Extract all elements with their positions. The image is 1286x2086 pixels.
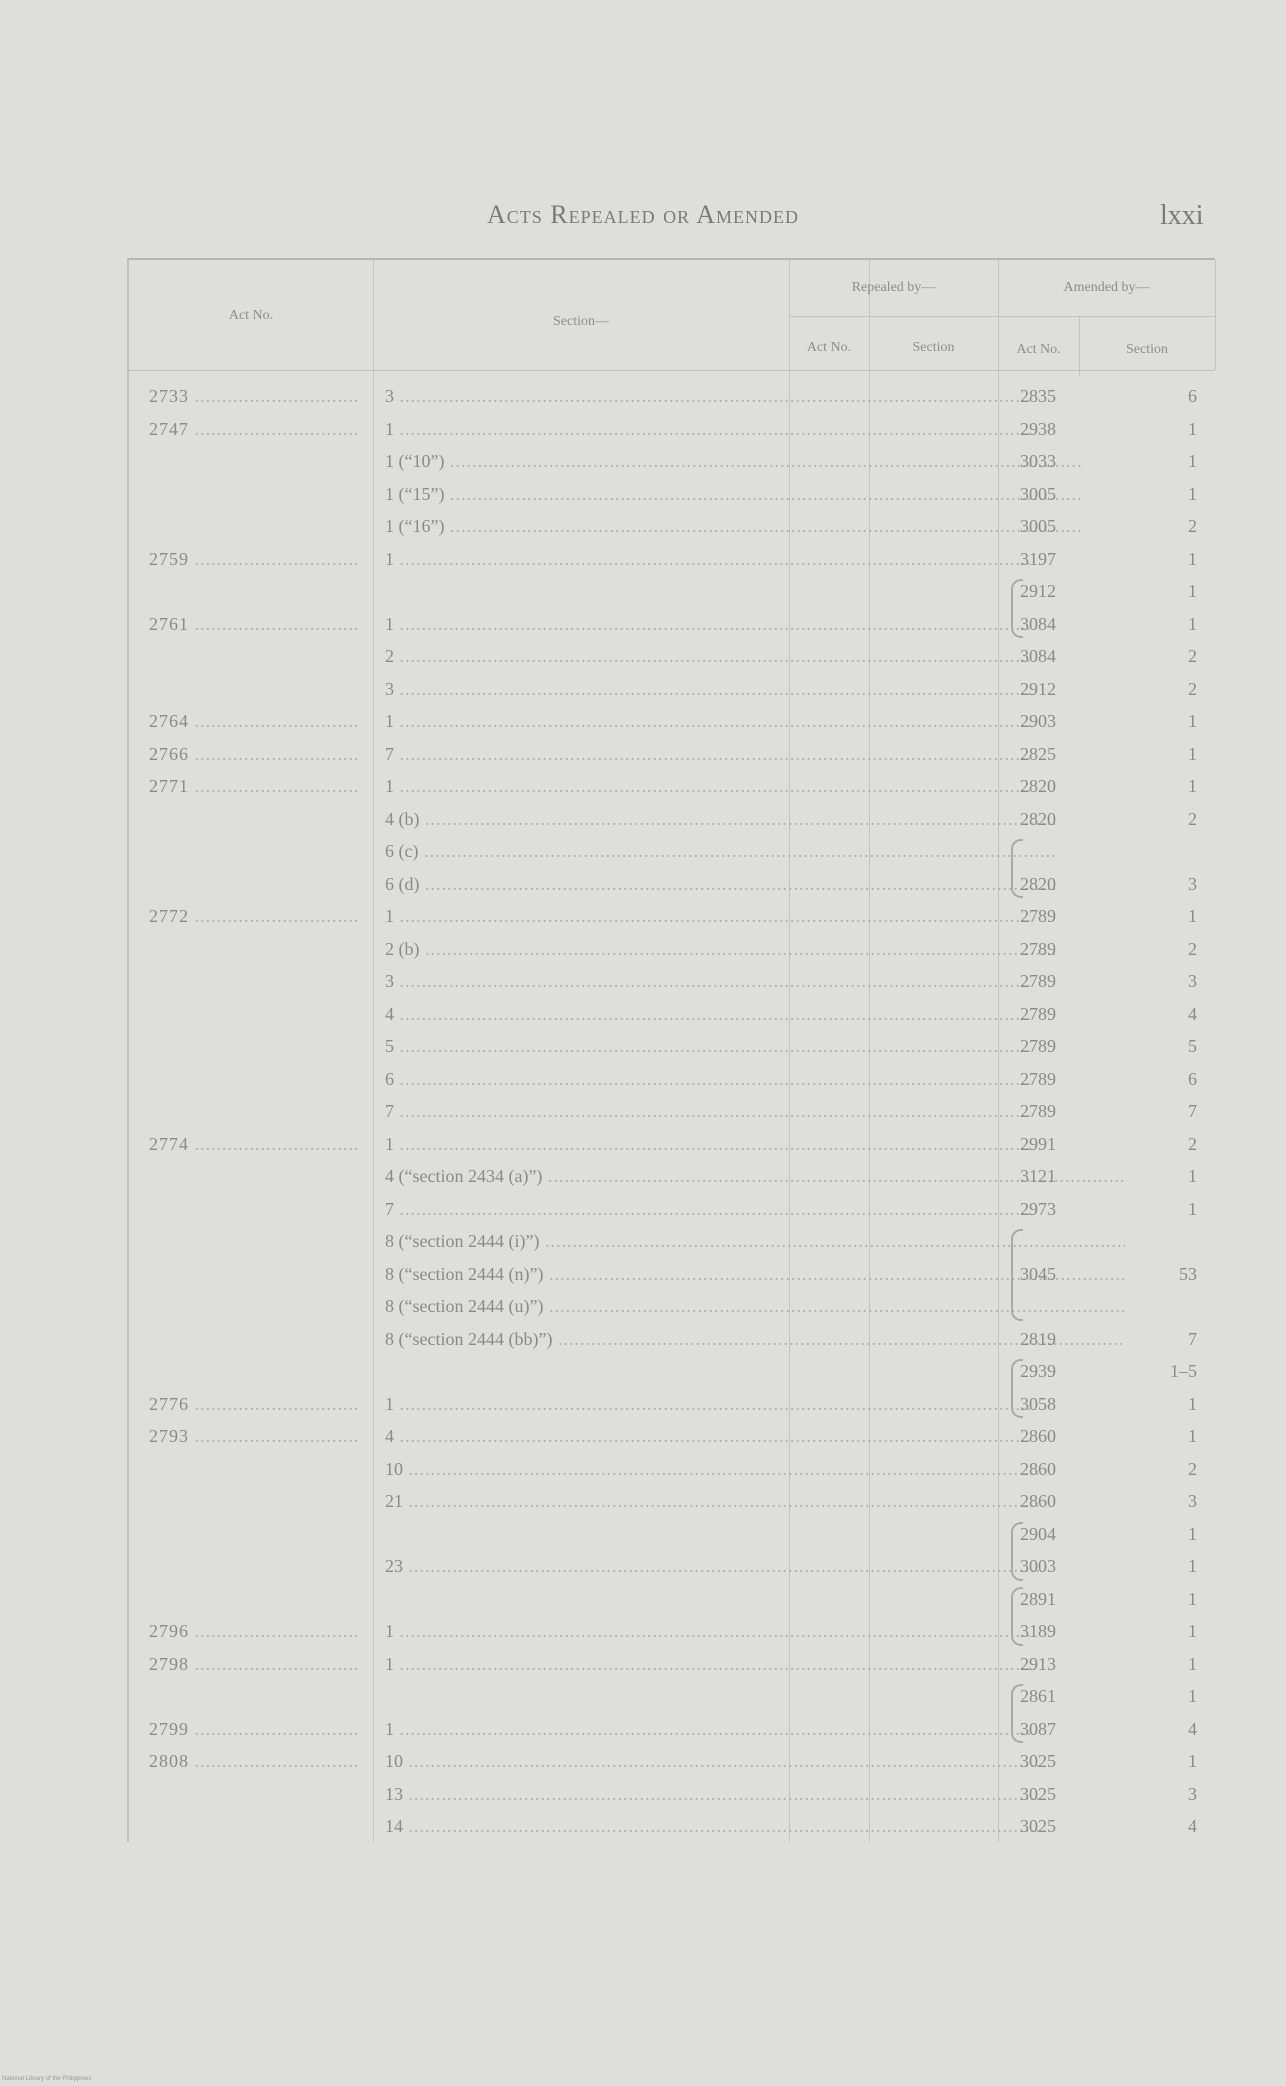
- amended-section: 1: [1188, 906, 1197, 926]
- section-cell: 23 .....: [385, 1550, 1125, 1582]
- act-number: [149, 640, 359, 672]
- table-row: [129, 445, 1215, 477]
- act-number: [149, 1583, 359, 1615]
- act-number: 2808 .....: [149, 1745, 359, 1777]
- act-number: 2766 .....: [149, 738, 359, 770]
- act-number: 2759 .....: [149, 543, 359, 575]
- act-number: [149, 1225, 359, 1257]
- table-row: [129, 1095, 1215, 1127]
- page-number: lxxi: [1160, 200, 1204, 231]
- amended-act-number: 3058: [1020, 1393, 1056, 1414]
- act-number: [149, 965, 359, 997]
- header-rule: [129, 370, 1215, 371]
- amended-section: [1087, 1225, 1197, 1257]
- section-cell: 1 .....: [385, 705, 1125, 737]
- amended-act-number: 3005: [1020, 483, 1056, 504]
- table-row: [129, 1615, 1215, 1647]
- act-number: [149, 1290, 359, 1322]
- table-row: [129, 965, 1215, 997]
- amended-section: 1: [1188, 581, 1197, 601]
- act-number: 2761 .....: [149, 608, 359, 640]
- section-cell: 1 .....: [385, 1648, 1125, 1680]
- table-row: [129, 1810, 1215, 1842]
- table-row: [129, 1030, 1215, 1062]
- section-cell: 1 (“16”) .....: [385, 510, 1125, 542]
- section-cell: 2 (b) .....: [385, 933, 1125, 965]
- act-number: [149, 803, 359, 835]
- amended-section: 3: [1188, 1491, 1197, 1511]
- table-row: [129, 1258, 1215, 1290]
- act-number: [149, 1680, 359, 1712]
- table-row: [129, 1420, 1215, 1452]
- amended-section: 6: [1188, 1068, 1197, 1089]
- act-number: [149, 868, 359, 900]
- table-row: [129, 1518, 1215, 1550]
- amended-section: 4: [1188, 1718, 1197, 1739]
- section-cell: 4 .....: [385, 998, 1125, 1030]
- act-number: 2747 .....: [149, 413, 359, 445]
- amended-act-number: 2789: [1020, 971, 1056, 991]
- header-rule: [789, 316, 1215, 317]
- header-act-no: Act No.: [228, 308, 274, 323]
- section-cell: 7 .....: [385, 1095, 1125, 1127]
- amended-act-number: 2991: [1020, 1133, 1056, 1154]
- section-cell: 6 (d) .....: [385, 868, 1125, 900]
- amended-section: 3: [1188, 873, 1197, 894]
- table-row: [129, 1648, 1215, 1680]
- amended-section: 1: [1188, 548, 1197, 569]
- table-row: [129, 673, 1215, 705]
- act-number: 2764 .....: [149, 705, 359, 737]
- amended-act-number: 2819: [1020, 1328, 1056, 1349]
- amended-section: [1087, 1290, 1197, 1322]
- table-row: [129, 380, 1215, 412]
- amended-act-number: 2891: [1020, 1588, 1056, 1609]
- amended-section: 1: [1188, 451, 1197, 471]
- section-cell: 7 .....: [385, 1193, 1125, 1225]
- header-amended-section: Section: [1126, 342, 1168, 357]
- table-row: [129, 803, 1215, 835]
- amended-act-number: 2789: [1020, 1036, 1056, 1056]
- section-cell: 1 (“10”) .....: [385, 445, 1125, 477]
- amended-act-number: 2904: [1020, 1523, 1056, 1544]
- act-number: [149, 1453, 359, 1485]
- amended-section: 1: [1188, 1426, 1197, 1446]
- section-cell: 1 (“15”) .....: [385, 478, 1125, 510]
- amended-act-number: 3025: [1020, 1783, 1056, 1804]
- amended-section: 53: [1179, 1263, 1197, 1284]
- amended-act-number: 2789: [1020, 906, 1056, 926]
- amended-act-number: 2820: [1020, 808, 1056, 829]
- section-cell: 14 .....: [385, 1810, 1125, 1842]
- amended-act-number: 2860: [1020, 1458, 1056, 1479]
- amended-act-number: 2973: [1020, 1198, 1056, 1219]
- header-amended-act-no: Act No.: [1016, 342, 1061, 357]
- act-number: 2733 .....: [149, 380, 359, 412]
- column-rule: [1215, 260, 1216, 370]
- amended-section: [1087, 835, 1197, 867]
- header-repealed-by: Repealed by—: [851, 280, 936, 295]
- amended-section: 2: [1188, 938, 1197, 959]
- amended-act-number: 3084: [1020, 613, 1056, 634]
- act-number: 2771 .....: [149, 770, 359, 802]
- amended-section: 1: [1188, 1588, 1197, 1609]
- header-repealed-section: Section: [912, 340, 955, 355]
- amended-section: 1–5: [1170, 1361, 1197, 1381]
- table-row: [129, 835, 1215, 867]
- table-row: [129, 1485, 1215, 1517]
- amended-act-number: 2903: [1020, 711, 1056, 731]
- table-row: [129, 770, 1215, 802]
- amended-act-number: [989, 1225, 1087, 1257]
- act-number: [149, 998, 359, 1030]
- section-cell: 1 .....: [385, 543, 1125, 575]
- act-number: [149, 510, 359, 542]
- section-cell: 1 .....: [385, 770, 1125, 802]
- amended-section: 2: [1188, 808, 1197, 829]
- section-cell: 10 .....: [385, 1745, 1125, 1777]
- table-row: [129, 1290, 1215, 1322]
- table-row: [129, 640, 1215, 672]
- amended-section: 1: [1188, 1686, 1197, 1706]
- section-cell: 1 .....: [385, 1615, 1125, 1647]
- amended-section: 2: [1188, 516, 1197, 536]
- table-row: [129, 1583, 1215, 1615]
- amended-section: 1: [1188, 1166, 1197, 1186]
- act-number: 2796 .....: [149, 1615, 359, 1647]
- amended-act-number: 3189: [1020, 1621, 1056, 1641]
- table-row: [129, 413, 1215, 445]
- act-number: [149, 1160, 359, 1192]
- amended-section: 1: [1188, 1393, 1197, 1414]
- section-cell: 8 (“section 2444 (u)”) .....: [385, 1290, 1125, 1322]
- amended-act-number: 2789: [1020, 1068, 1056, 1089]
- amended-act-number: 2789: [1020, 1101, 1056, 1121]
- running-title: Acts Repealed or Amended: [487, 200, 799, 229]
- table-row: [129, 575, 1215, 607]
- amended-section: 4: [1188, 1003, 1197, 1024]
- table-row: [129, 1355, 1215, 1387]
- amended-section: 3: [1188, 971, 1197, 991]
- act-number: [149, 1485, 359, 1517]
- section-cell: 1 .....: [385, 608, 1125, 640]
- amended-section: 1: [1188, 1653, 1197, 1674]
- amended-act-number: 2820: [1020, 776, 1056, 796]
- section-cell: 4 (“section 2434 (a)”) .....: [385, 1160, 1125, 1192]
- amended-section: 7: [1188, 1328, 1197, 1349]
- amended-act-number: 2861: [1020, 1686, 1056, 1706]
- amended-act-number: 3084: [1020, 646, 1056, 666]
- section-cell: 6 (c) .....: [385, 835, 1125, 867]
- act-number: [149, 1095, 359, 1127]
- amended-section: 2: [1188, 646, 1197, 666]
- table-row: [129, 900, 1215, 932]
- amended-act-number: 2860: [1020, 1491, 1056, 1511]
- amended-section: 3: [1188, 1783, 1197, 1804]
- amended-act-number: 2938: [1020, 418, 1056, 439]
- act-number: 2772 .....: [149, 900, 359, 932]
- act-number: [149, 1030, 359, 1062]
- act-number: [149, 445, 359, 477]
- act-number: [149, 1193, 359, 1225]
- amended-act-number: 3005: [1020, 516, 1056, 536]
- table-row: [129, 543, 1215, 575]
- amended-section: 1: [1188, 711, 1197, 731]
- table-row: [129, 1128, 1215, 1160]
- grouping-brace: [1011, 839, 1023, 898]
- grouping-brace: [1011, 1229, 1023, 1321]
- grouping-brace: [1011, 1359, 1023, 1418]
- amended-act-number: 2789: [1020, 938, 1056, 959]
- header-section: Section—: [553, 314, 609, 329]
- act-number: [149, 1518, 359, 1550]
- amended-section: 7: [1188, 1101, 1197, 1121]
- grouping-brace: [1011, 1684, 1023, 1743]
- act-number: [149, 1550, 359, 1582]
- table-row: [129, 705, 1215, 737]
- section-cell: 21 .....: [385, 1485, 1125, 1517]
- table-row: [129, 1388, 1215, 1420]
- footer-credit: National Library of the Philippines: [2, 2076, 92, 2082]
- amended-act-number: 3197: [1020, 548, 1056, 569]
- table-row: [129, 1713, 1215, 1745]
- act-number: 2793 .....: [149, 1420, 359, 1452]
- header-amended-by: Amended by—: [1063, 280, 1150, 295]
- section-cell: 8 (“section 2444 (n)”) .....: [385, 1258, 1125, 1290]
- table-row: [129, 478, 1215, 510]
- amended-act-number: 2860: [1020, 1426, 1056, 1446]
- table-row: [129, 1063, 1215, 1095]
- section-cell: 1 .....: [385, 1388, 1125, 1420]
- section-cell: 3 .....: [385, 380, 1125, 412]
- grouping-brace: [1011, 579, 1023, 638]
- amended-section: 1: [1188, 743, 1197, 764]
- act-number: [149, 1258, 359, 1290]
- amended-section: 1: [1188, 1556, 1197, 1576]
- amended-act-number: 3025: [1020, 1816, 1056, 1836]
- table-row: [129, 868, 1215, 900]
- amended-section: 1: [1188, 418, 1197, 439]
- act-number: [149, 835, 359, 867]
- amended-act-number: 2820: [1020, 873, 1056, 894]
- act-number: [149, 1355, 359, 1387]
- section-cell: 8 (“section 2444 (i)”) .....: [385, 1225, 1125, 1257]
- amended-section: 6: [1188, 386, 1197, 406]
- section-cell: 5 .....: [385, 1030, 1125, 1062]
- section-cell: 13 .....: [385, 1778, 1125, 1810]
- section-cell: 3 .....: [385, 965, 1125, 997]
- act-number: 2799 .....: [149, 1713, 359, 1745]
- table-row: [129, 1160, 1215, 1192]
- amended-section: 1: [1188, 483, 1197, 504]
- amended-act-number: 2912: [1020, 678, 1056, 699]
- amended-section: 1: [1188, 613, 1197, 634]
- section-cell: 1 .....: [385, 1128, 1125, 1160]
- act-number: [149, 1063, 359, 1095]
- amended-act-number: 3025: [1020, 1751, 1056, 1771]
- section-cell: 10 .....: [385, 1453, 1125, 1485]
- act-number: [149, 933, 359, 965]
- act-number: 2774 .....: [149, 1128, 359, 1160]
- table-row: [129, 510, 1215, 542]
- amended-act-number: 2913: [1020, 1653, 1056, 1674]
- amended-act-number: 3045: [1020, 1263, 1056, 1284]
- table-row: [129, 1550, 1215, 1582]
- table-row: [129, 1323, 1215, 1355]
- amended-act-number: 3087: [1020, 1718, 1056, 1739]
- table-row: [129, 608, 1215, 640]
- section-cell: 6 .....: [385, 1063, 1125, 1095]
- amended-act-number: 2835: [1020, 386, 1056, 406]
- grouping-brace: [1011, 1587, 1023, 1646]
- table-row: [129, 998, 1215, 1030]
- section-cell: 7 .....: [385, 738, 1125, 770]
- amended-act-number: 3033: [1020, 451, 1056, 471]
- table-row: [129, 1778, 1215, 1810]
- section-cell: 1 .....: [385, 413, 1125, 445]
- amended-section: 2: [1188, 1458, 1197, 1479]
- amended-section: 1: [1188, 776, 1197, 796]
- act-number: 2798 .....: [149, 1648, 359, 1680]
- amended-section: 2: [1188, 678, 1197, 699]
- act-number: [149, 1323, 359, 1355]
- amended-act-number: 2912: [1020, 581, 1056, 601]
- act-number: 2776 .....: [149, 1388, 359, 1420]
- table-row: [129, 933, 1215, 965]
- table-row: [129, 1225, 1215, 1257]
- amended-act-number: [989, 1290, 1087, 1322]
- acts-table: [127, 258, 1215, 1842]
- amended-act-number: 2825: [1020, 743, 1056, 764]
- header-repealed-act-no: Act No.: [806, 340, 852, 355]
- table-row: [129, 1453, 1215, 1485]
- table-row: [129, 1193, 1215, 1225]
- amended-section: 1: [1188, 1621, 1197, 1641]
- section-cell: 8 (“section 2444 (bb)”) .....: [385, 1323, 1125, 1355]
- amended-act-number: 3121: [1020, 1166, 1056, 1186]
- amended-act-number: 2789: [1020, 1003, 1056, 1024]
- amended-section: 1: [1188, 1198, 1197, 1219]
- section-cell: 1 .....: [385, 1713, 1125, 1745]
- amended-section: 1: [1188, 1523, 1197, 1544]
- act-number: [149, 1810, 359, 1842]
- act-number: [149, 575, 359, 607]
- act-number: [149, 1778, 359, 1810]
- amended-section: 5: [1188, 1036, 1197, 1056]
- amended-section: 2: [1188, 1133, 1197, 1154]
- act-number: [149, 478, 359, 510]
- table-row: [129, 738, 1215, 770]
- amended-act-number: [989, 835, 1087, 867]
- section-cell: 2 .....: [385, 640, 1125, 672]
- amended-section: 1: [1188, 1751, 1197, 1771]
- table-row: [129, 1745, 1215, 1777]
- section-cell: 4 (b) .....: [385, 803, 1125, 835]
- section-cell: 1 .....: [385, 900, 1125, 932]
- act-number: [149, 673, 359, 705]
- section-cell: 3 .....: [385, 673, 1125, 705]
- grouping-brace: [1011, 1522, 1023, 1581]
- amended-section: 4: [1188, 1816, 1197, 1836]
- amended-act-number: 3003: [1020, 1556, 1056, 1576]
- amended-act-number: 2939: [1020, 1361, 1056, 1381]
- table-row: [129, 1680, 1215, 1712]
- section-cell: 4 .....: [385, 1420, 1125, 1452]
